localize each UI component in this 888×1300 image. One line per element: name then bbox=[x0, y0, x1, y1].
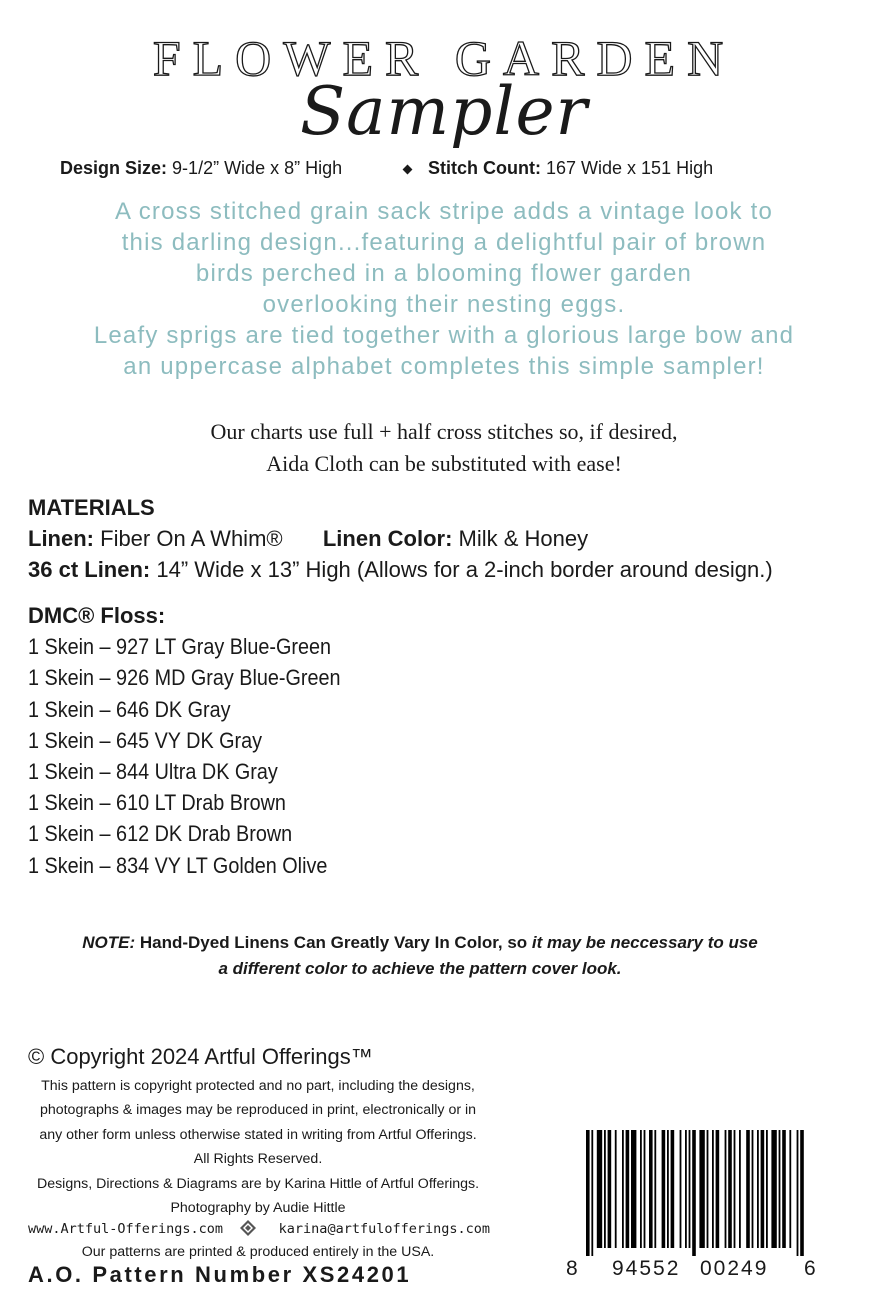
linen-size-value: 14” Wide x 13” High (Allows for a 2-inch border around design.) bbox=[156, 557, 773, 582]
barcode-bar bbox=[667, 1130, 669, 1248]
barcode-group-left: 94552 bbox=[612, 1257, 681, 1280]
copyright-text bbox=[20, 1074, 496, 1220]
barcode-bar bbox=[797, 1130, 799, 1256]
separator-diamond-icon bbox=[403, 165, 413, 175]
barcode-bar bbox=[644, 1130, 646, 1248]
barcode-bar bbox=[597, 1130, 602, 1248]
barcode-bar bbox=[766, 1130, 768, 1248]
charts-note-line: Aida Cloth can be substituted with ease! bbox=[266, 451, 622, 476]
floss-item: 1 Skein – 844 Ultra DK Gray bbox=[28, 759, 278, 785]
stitch-count bbox=[428, 156, 713, 180]
linen-value: Fiber On A Whim® bbox=[100, 526, 283, 551]
note-so: so bbox=[507, 933, 528, 952]
barcode-bar bbox=[622, 1130, 624, 1248]
barcode-bar bbox=[604, 1130, 606, 1248]
barcode-bar bbox=[746, 1130, 750, 1248]
barcode-bar bbox=[716, 1130, 720, 1248]
floss-section bbox=[28, 600, 375, 881]
barcode-bar bbox=[789, 1130, 791, 1248]
usa-line: Our patterns are printed & produced entirely in the USA. bbox=[81, 1244, 435, 1260]
copyright-line: Photography by Audie Hittle bbox=[170, 1200, 346, 1217]
linen-size-row bbox=[28, 554, 773, 585]
barcode-bar bbox=[761, 1130, 765, 1248]
note-label: NOTE: bbox=[82, 933, 136, 952]
barcode-bar bbox=[692, 1130, 696, 1256]
floss-item: 1 Skein – 612 DK Drab Brown bbox=[28, 821, 293, 847]
floss-item: 1 Skein – 646 DK Gray bbox=[28, 696, 231, 722]
materials-section bbox=[28, 492, 773, 585]
barcode-bar bbox=[654, 1130, 656, 1248]
barcode-bar bbox=[782, 1130, 786, 1248]
barcode-bar bbox=[771, 1130, 776, 1248]
title-sampler-script: Sampler bbox=[299, 73, 589, 150]
barcode-bar bbox=[671, 1130, 675, 1248]
diamond-ornament-icon bbox=[240, 1220, 256, 1236]
barcode-group-right: 00249 bbox=[700, 1257, 769, 1280]
barcode-bar bbox=[734, 1130, 736, 1248]
floss-item: 1 Skein – 834 VY LT Golden Olive bbox=[28, 852, 328, 878]
design-size-label: Design Size: bbox=[60, 158, 168, 178]
floss-heading: DMC® Floss: bbox=[28, 603, 166, 628]
stitch-count-label: Stitch Count: bbox=[428, 158, 541, 178]
materials-heading: MATERIALS bbox=[28, 495, 155, 520]
barcode-bar bbox=[752, 1130, 754, 1248]
barcode-bar bbox=[707, 1130, 709, 1248]
floss-item: 1 Skein – 610 LT Drab Brown bbox=[28, 790, 286, 816]
email-link[interactable]: karina@artfulofferings.com bbox=[278, 1221, 490, 1237]
barcode-bar bbox=[757, 1130, 759, 1248]
charts-note bbox=[0, 416, 888, 480]
barcode-bar bbox=[685, 1130, 687, 1248]
barcode-bar bbox=[779, 1130, 781, 1248]
floss-item: 1 Skein – 645 VY DK Gray bbox=[28, 727, 263, 753]
barcode-bar bbox=[615, 1130, 617, 1248]
barcode-bar bbox=[662, 1130, 666, 1248]
note-italic-2: a different color to achieve the pattern cover look. bbox=[218, 959, 622, 978]
barcode-bar bbox=[626, 1130, 630, 1248]
linen-color-note bbox=[0, 930, 840, 982]
linen-count-label: 36 ct Linen: bbox=[28, 557, 151, 582]
copyright-line: any other form unless otherwise stated in writing from Artful Offerings. bbox=[39, 1126, 477, 1143]
charts-note-line: Our charts use full + half cross stitches so, if desired, bbox=[210, 419, 678, 444]
barcode-bar bbox=[640, 1130, 642, 1248]
intro-line: an uppercase alphabet completes this simple sampler! bbox=[123, 353, 765, 380]
copyright-line: Designs, Directions & Diagrams are by Karina Hittle of Artful Offerings. bbox=[36, 1175, 480, 1192]
barcode-bar bbox=[689, 1130, 691, 1248]
copyright-line: All Rights Reserved. bbox=[193, 1151, 323, 1168]
barcode-bar bbox=[699, 1130, 704, 1248]
barcode-bar bbox=[680, 1130, 682, 1248]
barcode-bar bbox=[800, 1130, 804, 1256]
note-bold-text: Hand-Dyed Linens Can Greatly Vary In Color, bbox=[139, 933, 503, 952]
title-flower-garden: FLOWER GARDEN bbox=[152, 30, 736, 86]
barcode-bar bbox=[649, 1130, 653, 1248]
barcode-bar bbox=[725, 1130, 727, 1248]
note-italic-1: it may be neccessary to use bbox=[531, 933, 758, 952]
barcode-bar bbox=[631, 1130, 636, 1248]
intro-line: this darling design...featuring a delightful pair of brown bbox=[121, 229, 767, 256]
barcode-bar bbox=[586, 1130, 590, 1256]
linen-color-label: Linen Color: bbox=[322, 526, 453, 551]
intro-line: A cross stitched grain sack stripe adds a vintage look to bbox=[114, 198, 774, 225]
copyright-line: This pattern is copyright protected and no part, including the designs, bbox=[41, 1078, 475, 1094]
linen-label: Linen: bbox=[28, 526, 94, 551]
floss-item: 1 Skein – 927 LT Gray Blue-Green bbox=[28, 634, 332, 660]
copyright-heading: © Copyright 2024 Artful Offerings™ bbox=[28, 1044, 373, 1069]
barcode-bar bbox=[591, 1130, 593, 1256]
copyright-line: photographs & images may be reproduced in print, electronically or in bbox=[39, 1102, 477, 1119]
barcode-bar bbox=[608, 1130, 612, 1248]
intro-description bbox=[0, 196, 888, 382]
barcode-bar bbox=[712, 1130, 714, 1248]
barcode-bar bbox=[728, 1130, 732, 1248]
website-link[interactable]: www.Artful-Offerings.com bbox=[28, 1221, 224, 1237]
barcode-bar bbox=[739, 1130, 741, 1248]
linen-color-value: Milk & Honey bbox=[458, 526, 589, 551]
intro-line: overlooking their nesting eggs. bbox=[262, 291, 626, 318]
floss-item: 1 Skein – 926 MD Gray Blue-Green bbox=[28, 665, 341, 691]
barcode-digit-first: 8 bbox=[566, 1257, 578, 1280]
stitch-count-value: 167 Wide x 151 High bbox=[546, 158, 714, 178]
linen-row bbox=[28, 523, 773, 554]
intro-line: Leafy sprigs are tied together with a glorious large bow and bbox=[93, 322, 795, 349]
intro-line: birds perched in a blooming flower garden bbox=[195, 260, 693, 287]
design-size bbox=[60, 156, 342, 180]
barcode bbox=[586, 1130, 804, 1256]
pattern-number: A.O. Pattern Number XS24201 bbox=[28, 1262, 412, 1287]
barcode-digit-last: 6 bbox=[804, 1257, 816, 1280]
design-size-value: 9-1/2” Wide x 8” High bbox=[172, 158, 343, 178]
